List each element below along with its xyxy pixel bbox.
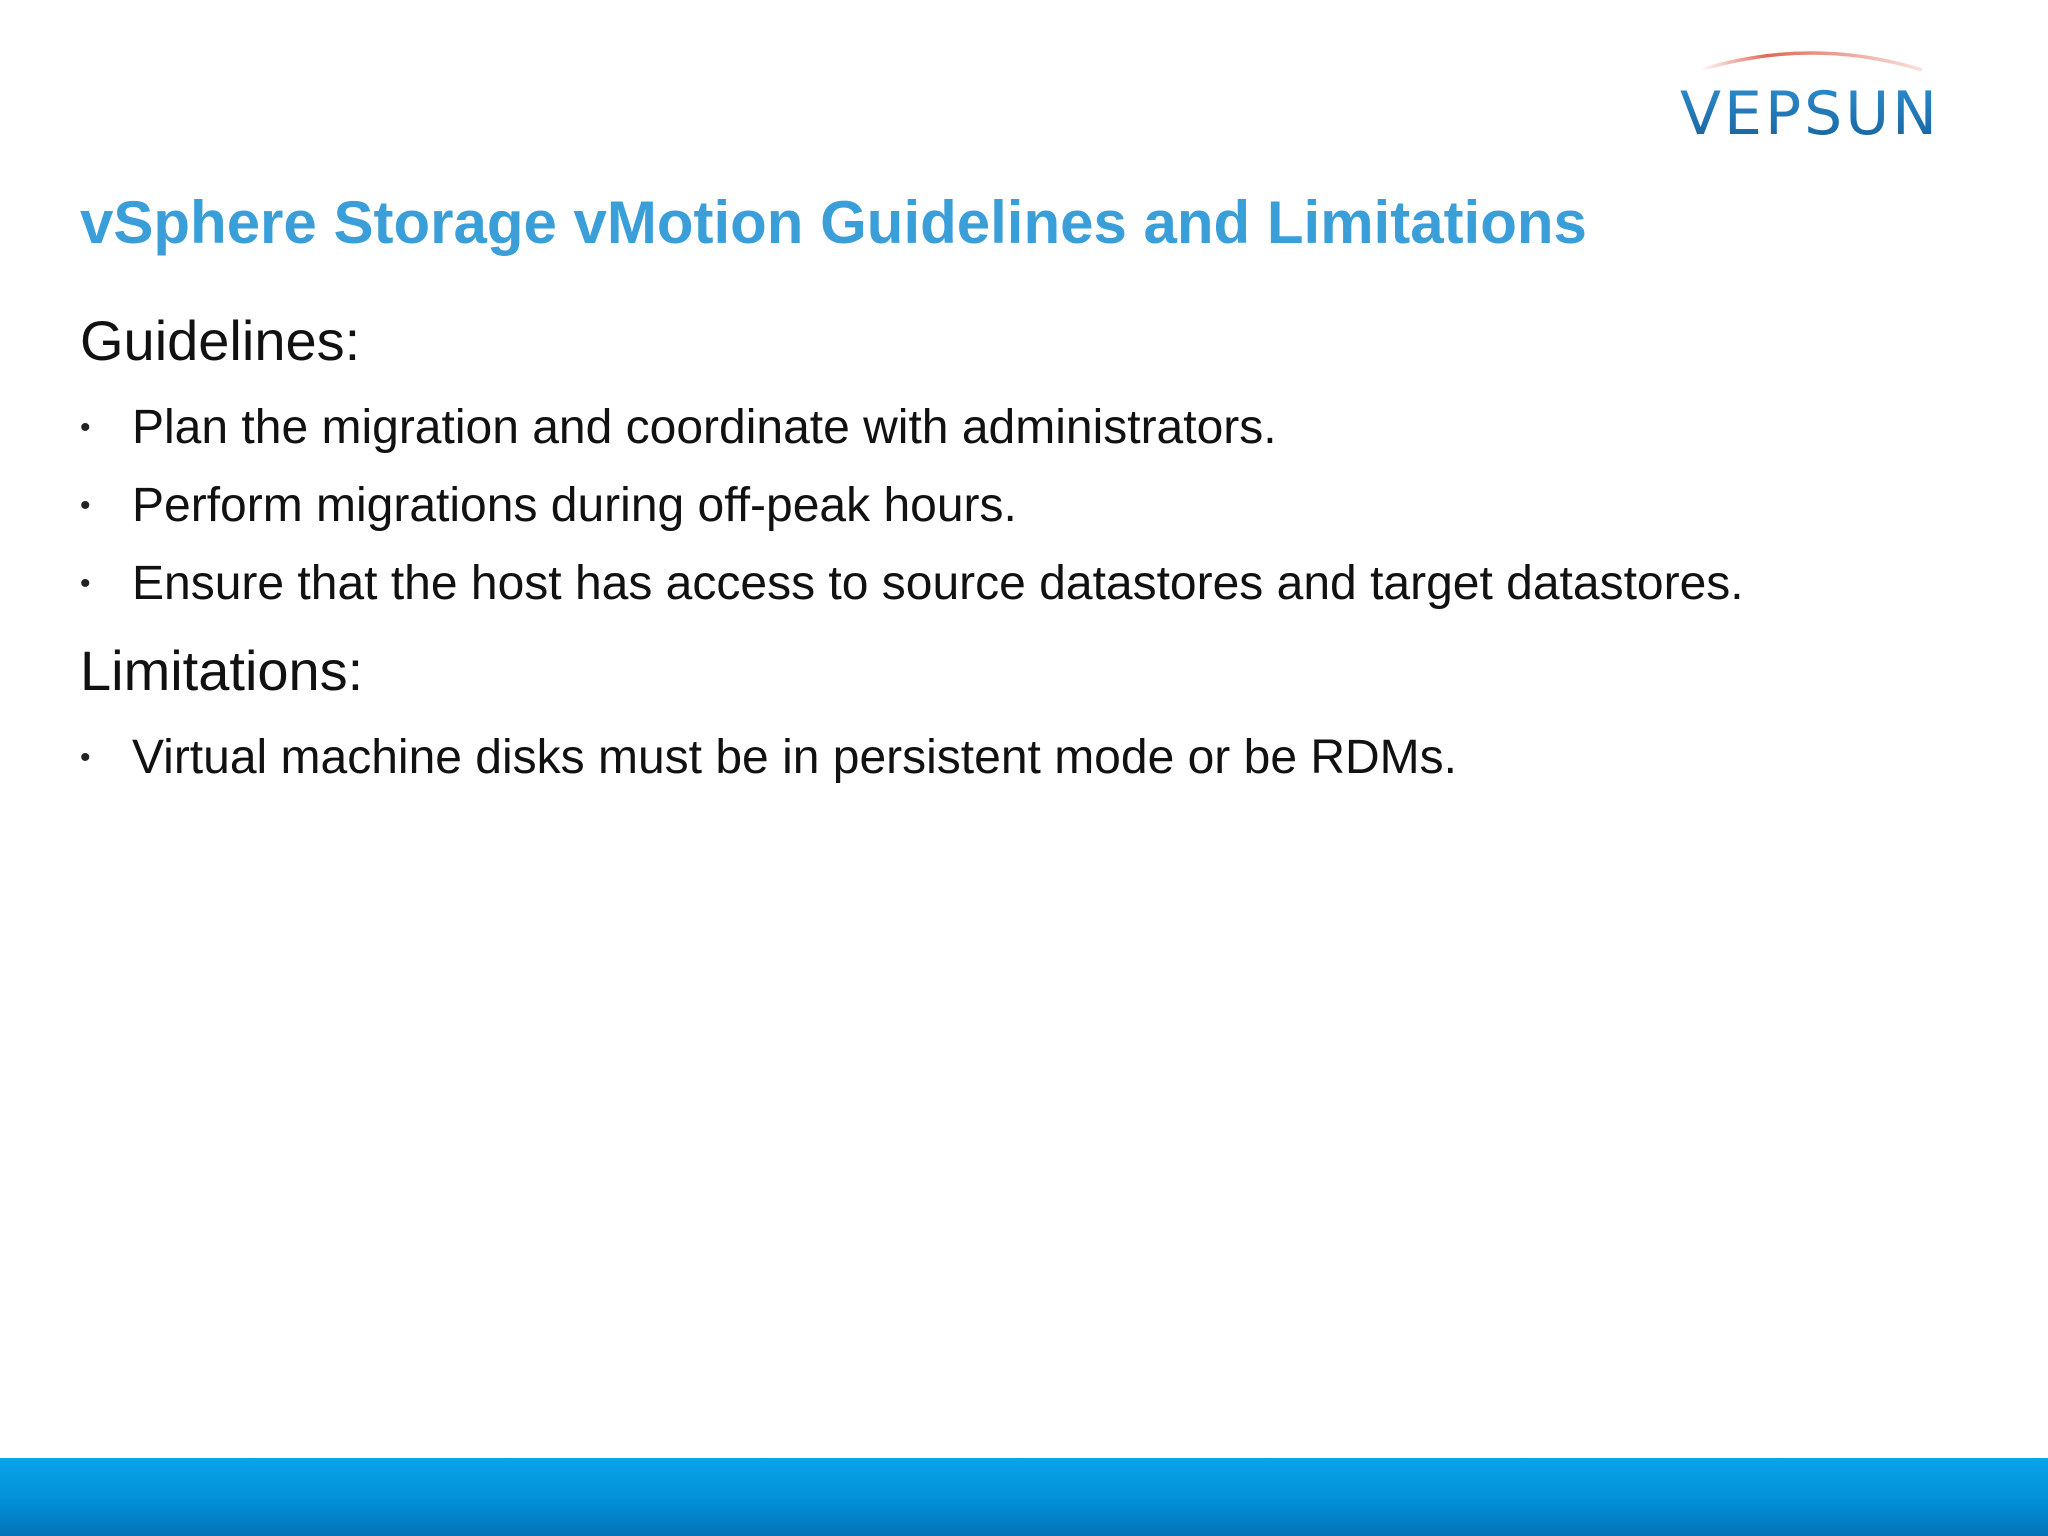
bullet-text: Virtual machine disks must be in persistent mode or be RDMs. [132,731,1457,784]
logo-swoosh [1700,53,1922,70]
bullet-text: Perform migrations during off-peak hours. [132,479,1017,532]
logo-wordmark: VEPSUN [1680,79,1941,144]
slide-title: vSphere Storage vMotion Guidelines and Limitations [80,189,1587,256]
bullet-icon: • [80,741,91,774]
guidelines-heading: Guidelines: [80,309,361,372]
footer-bar [0,1458,2048,1536]
bullet-text: Plan the migration and coordinate with administrators. [132,401,1277,454]
limitations-heading: Limitations: [80,639,364,702]
bullet-icon: • [80,489,91,522]
bullet-icon: • [80,411,91,444]
vepsun-logo [1672,44,1962,144]
vepsun-logo-graphic [1672,44,1962,144]
bullet-text: Ensure that the host has access to source datastores and target datastores. [132,557,1744,610]
bullet-icon: • [80,567,91,600]
